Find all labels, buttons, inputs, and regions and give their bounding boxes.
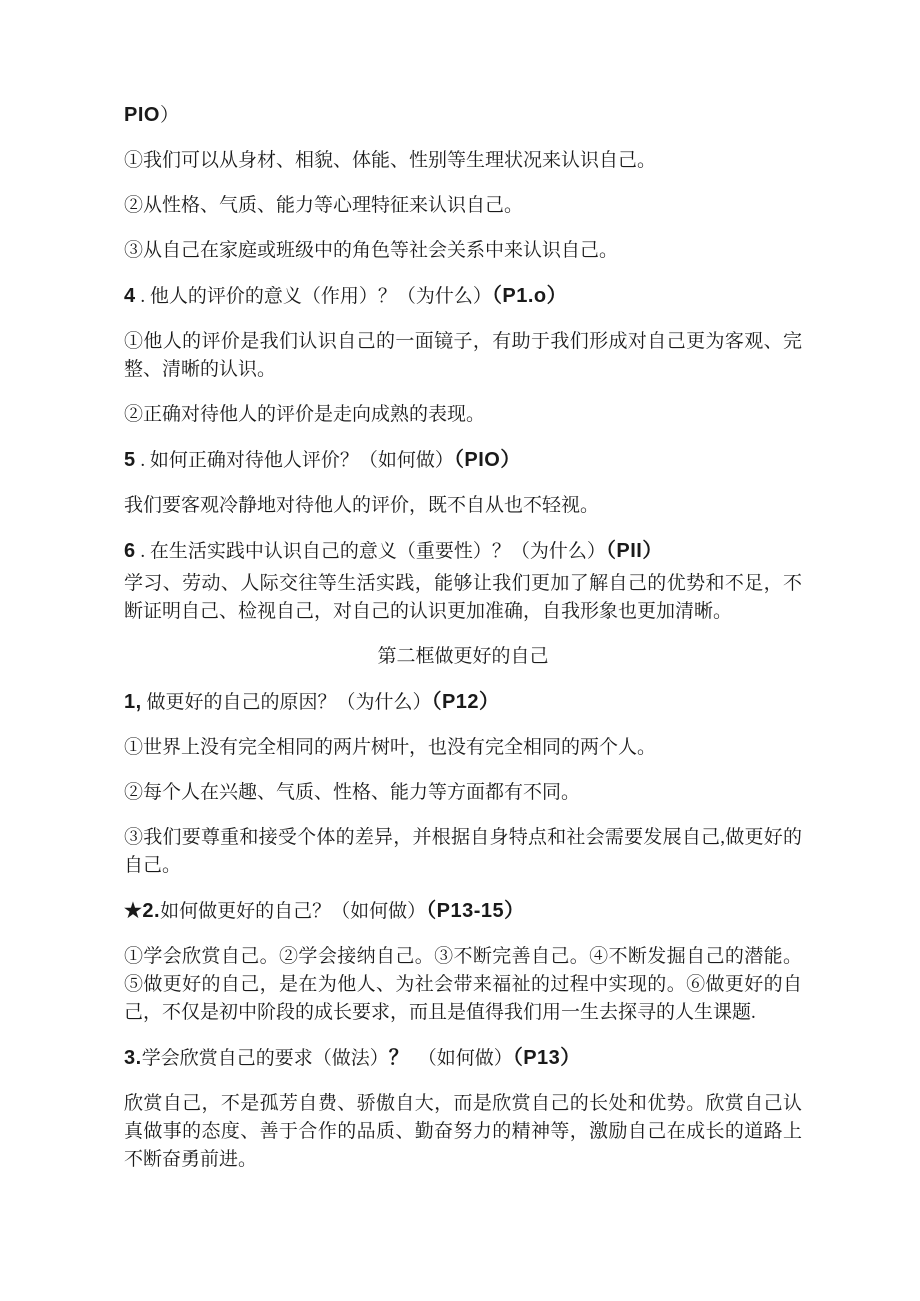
question-5-text: . 如何正确对待他人评价？（如何做）	[135, 450, 454, 471]
pageref-bold-text: PIO	[124, 104, 160, 126]
answer-point-2: ②从性格、气质、能力等心理特征来认识自己。	[124, 195, 524, 216]
question-6-number: 6	[124, 540, 136, 562]
question-5-number: 5	[124, 449, 136, 471]
pageref-paren: ）	[159, 105, 179, 126]
answer-5-text: 我们要客观冷静地对待他人的评价，既不自从也不轻视。	[124, 495, 600, 516]
section-title: 第二框做更好的自己	[377, 646, 549, 667]
document-body	[124, 101, 802, 1191]
question-6-heading	[124, 537, 802, 566]
answer-6-text: 学习、劳动、人际交往等生活实践，能够让我们更加了解自己的优势和不足，不断证明自己、检视自己，对自己的认识更加准确，自我形象也更加清晰。	[124, 573, 802, 622]
question-3-number: 3.	[124, 1047, 142, 1069]
answer-1-point-3: ③我们要尊重和接受个体的差异，并根据自身特点和社会需要发展自己,做更好的自己。	[124, 827, 802, 876]
question-3-heading	[124, 1044, 802, 1073]
question-1-pageref: （P12）	[431, 691, 500, 713]
question-3-bold-questionmark: ？	[388, 1047, 409, 1069]
star-icon: ★2.	[124, 900, 161, 922]
question-4-pageref: （P1.o）	[491, 285, 568, 307]
question-1-heading	[124, 688, 802, 717]
question-6-pageref: （PII）	[605, 540, 663, 562]
question-3-text-1: 学会欣赏自己的要求（做法）	[141, 1048, 389, 1069]
answer-3-text: 欣赏自己，不是孤芳自费、骄傲自大，而是欣赏自己的长处和优势。欣赏自己认真做事的态度、善于合作的品质、勤奋努力的精神等，激励自己在成长的道路上不断奋勇前进。	[124, 1093, 802, 1170]
question-4-text: . 他人的评价的意义（作用）？（为什么）	[135, 286, 492, 307]
question-4-heading	[124, 282, 802, 311]
question-1-text: 做更好的自己的原因？（为什么）	[141, 692, 432, 713]
question-4-number: 4	[124, 285, 136, 307]
answer-1-point-2: ②每个人在兴趣、气质、性格、能力等方面都有不同。	[124, 782, 581, 803]
question-5-pageref: （PIO）	[453, 449, 521, 471]
question-2-heading	[124, 897, 802, 926]
question-5-heading	[124, 446, 802, 475]
answer-4-point-1: ①他人的评价是我们认识自己的一面镜子，有助于我们形成对自己更为客观、完整、清晰的认识。	[124, 331, 802, 380]
question-1-number: 1,	[124, 691, 142, 713]
question-2-pageref: （P13-15）	[426, 900, 525, 922]
answer-1-point-1: ①世界上没有完全相同的两片树叶，也没有完全相同的两个人。	[124, 737, 657, 758]
answer-point-1: ①我们可以从身材、相貌、体能、性别等生理状况来认识自己。	[124, 150, 657, 171]
question-6-text: . 在生活实践中认识自己的意义（重要性）？（为什么）	[135, 541, 606, 562]
question-3-text-2: （如何做）	[417, 1048, 513, 1069]
answer-4-point-2: ②正确对待他人的评价是走向成熟的表现。	[124, 404, 486, 425]
question-3-pageref: （P13）	[512, 1047, 581, 1069]
answer-point-3: ③从自己在家庭或班级中的角色等社会关系中来认识自己。	[124, 240, 619, 261]
answer-2-text: ①学会欣赏自己。②学会接纳自己。③不断完善自己。④不断发掘自己的潜能。⑤做更好的自己，是在为他人、为社会带来福祉的过程中实现的。⑥做更好的自己，不仅是初中阶段的成长要求，而且是值得我们用一生去探寻的人生课题.	[124, 946, 802, 1023]
pageref-cutoff-line	[124, 101, 802, 130]
question-2-text: 如何做更好的自己？（如何做）	[160, 901, 427, 922]
